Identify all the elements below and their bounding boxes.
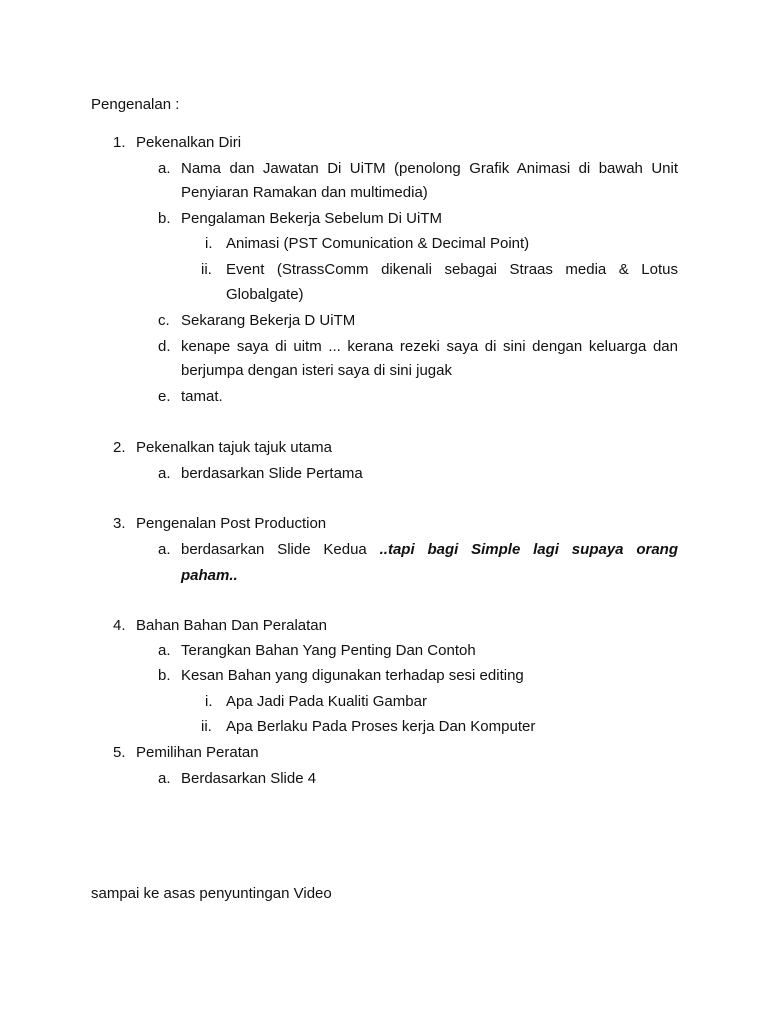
sub-item-text: Sekarang Bekerja D UiTM [181, 312, 356, 329]
sub-item-text: Terangkan Bahan Yang Penting Dan Contoh [181, 642, 476, 659]
sub-item-number: a. [158, 770, 171, 787]
sub-item-emphasis-text: ..tapi bagi Simple lagi supaya orang [379, 541, 678, 558]
sub-sub-item-1b-ii-line2: Globalgate) [226, 286, 304, 303]
sub-item-number: d. [158, 338, 171, 355]
sub-item-plain-text: berdasarkan Slide Kedua [181, 541, 367, 558]
sub-sub-item-text: Apa Berlaku Pada Proses kerja Dan Komputer [226, 718, 536, 735]
closing-note: sampai ke asas penyuntingan Video [91, 885, 332, 902]
sub-item-3a-line1 [181, 540, 678, 560]
item-number: 1. [113, 134, 126, 151]
item-number: 5. [113, 744, 126, 761]
sub-sub-item-number: i. [205, 235, 213, 252]
sub-item-number: a. [158, 642, 171, 659]
sub-item-number: e. [158, 388, 171, 405]
item-title: Bahan Bahan Dan Peralatan [136, 617, 327, 634]
sub-item-3a-line2: paham.. [181, 567, 238, 584]
item-title: Pengenalan Post Production [136, 515, 327, 532]
sub-item-number: a. [158, 160, 171, 177]
item-number: 2. [113, 439, 126, 456]
sub-item-text: tamat. [181, 388, 223, 405]
sub-item-1d-line2: berjumpa dengan isteri saya di sini jugak [181, 362, 452, 379]
sub-item-1a-line1: Nama dan Jawatan Di UiTM (penolong Grafik Animasi di bawah Unit [181, 160, 678, 177]
sub-item-1d-line1: kenape saya di uitm ... kerana rezeki saya di sini dengan keluarga dan [181, 338, 678, 355]
sub-sub-item-text: Animasi (PST Comunication & Decimal Point) [226, 235, 530, 252]
sub-item-number: b. [158, 210, 171, 227]
sub-item-number: a. [158, 465, 171, 482]
sub-item-1a-line2: Penyiaran Ramakan dan multimedia) [181, 184, 428, 201]
item-title: Pekenalkan Diri [136, 134, 242, 151]
sub-item-text: Berdasarkan Slide 4 [181, 770, 317, 787]
sub-sub-item-number: i. [205, 693, 213, 710]
sub-sub-item-number: ii. [201, 718, 212, 735]
sub-sub-item-number: ii. [201, 261, 212, 278]
sub-sub-item-text: Apa Jadi Pada Kualiti Gambar [226, 693, 427, 710]
item-title: Pemilihan Peratan [136, 744, 259, 761]
sub-item-number: b. [158, 667, 171, 684]
page-heading: Pengenalan : [91, 96, 180, 113]
sub-item-text: berdasarkan Slide Pertama [181, 465, 363, 482]
item-number: 3. [113, 515, 126, 532]
sub-item-number: a. [158, 541, 171, 558]
item-title: Pekenalkan tajuk tajuk utama [136, 439, 332, 456]
item-number: 4. [113, 617, 126, 634]
sub-sub-item-1b-ii-line1: Event (StrassComm dikenali sebagai Straas media & Lotus [226, 261, 678, 278]
sub-item-text: Pengalaman Bekerja Sebelum Di UiTM [181, 210, 442, 227]
sub-item-number: c. [158, 312, 170, 329]
sub-item-text: Kesan Bahan yang digunakan terhadap sesi editing [181, 667, 524, 684]
